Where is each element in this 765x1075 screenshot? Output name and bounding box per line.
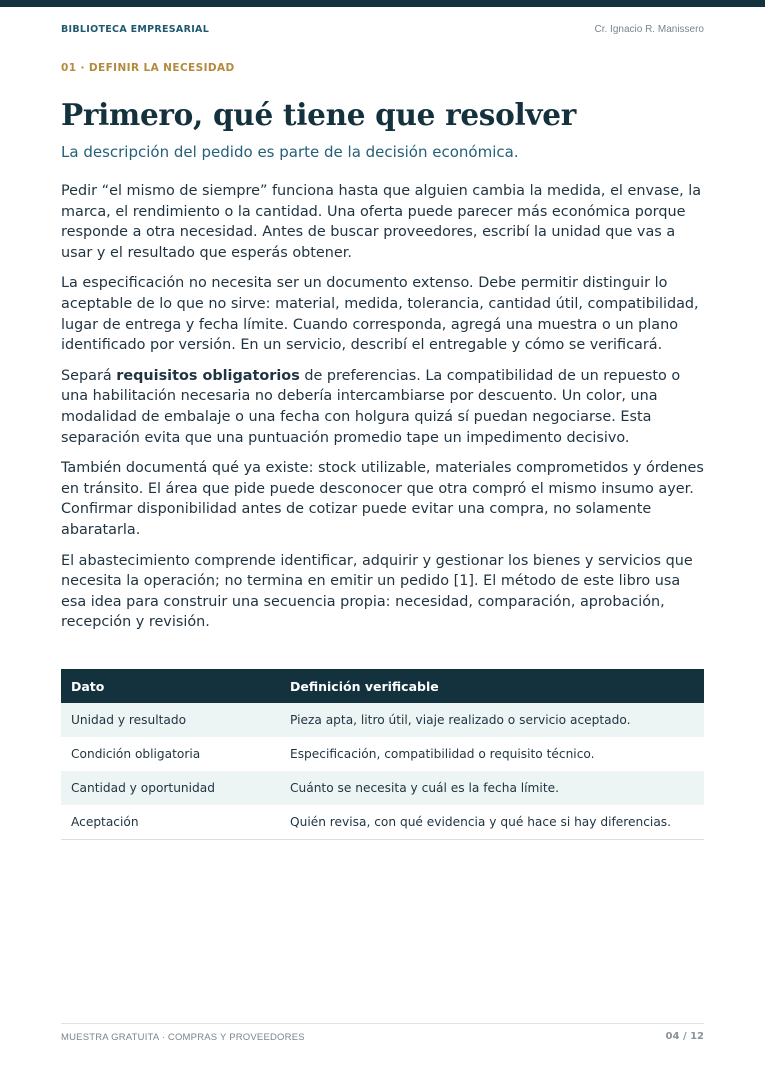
top-accent-bar xyxy=(0,0,765,7)
column-header-dato: Dato xyxy=(71,678,105,694)
table-cell: Especificación, compatibilidad o requisito técnico. xyxy=(290,747,595,761)
emphasis-requisitos: requisitos obligatorios xyxy=(116,367,300,384)
paragraph-5: El abastecimiento comprende identificar, adquirir y gestionar los bienes y servicios que necesita la operación; no termina en emitir un pedido [1]. El método de este libro usa esa idea para construir una secuencia propia: necesidad, comparación, aprobación, recepción y revisión. xyxy=(61,552,693,631)
paragraph-4: También documentá qué ya existe: stock utilizable, materiales comprometidos y órdenes en tránsito. El área que pide puede desconocer que otra compró el mismo insumo ayer. Confirmar disponibilidad antes de cotizar puede evitar una compra, no solamente abaratarla. xyxy=(61,460,704,538)
paragraph-3-start: Separá xyxy=(61,367,117,384)
table-cell: Condición obligatoria xyxy=(71,747,201,761)
page-title: Primero, qué tiene que resolver xyxy=(61,97,576,132)
paragraph-1: Pedir “el mismo de siempre” funciona hasta que alguien cambia la medida, el envase, la marca, el rendimiento o la cantidad. Una oferta puede parecer más económica porque responde a otra necesidad. Antes de buscar proveedores, escribí la unidad que vas a usar y el resultado que esperás obtener. xyxy=(61,183,702,261)
table-cell: Quién revisa, con qué evidencia y qué hace si hay diferencias. xyxy=(290,815,672,829)
brand-label: BIBLIOTECA EMPRESARIAL xyxy=(61,24,210,35)
table-cell: Cuánto se necesita y cuál es la fecha límite. xyxy=(290,781,559,795)
author-name: Cr. Ignacio R. Manissero xyxy=(594,24,704,35)
table-row xyxy=(61,703,704,737)
table-cell: Unidad y resultado xyxy=(71,713,187,727)
footer-label: MUESTRA GRATUITA · COMPRAS Y PROVEEDORES xyxy=(61,1032,305,1043)
body-text xyxy=(61,181,704,643)
section-kicker: 01 · DEFINIR LA NECESIDAD xyxy=(61,62,235,74)
paragraph-3-end: de preferencias. La compatibilidad de un repuesto o una habilitación necesaria no debería intercambiarse por descuento. Un color, una modalidad de embalaje o una fecha con holgura quizá sí puedan negociarse. Esta separación evita que una puntuación promedio tape un impedimento decisivo. xyxy=(61,367,681,446)
page-number: 04 / 12 xyxy=(665,1031,704,1042)
table-row xyxy=(61,737,704,771)
table-cell: Aceptación xyxy=(71,815,139,829)
page-subtitle: La descripción del pedido es parte de la decisión económica. xyxy=(61,143,519,161)
table-cell: Cantidad y oportunidad xyxy=(71,781,215,795)
table-cell: Pieza apta, litro útil, viaje realizado o servicio aceptado. xyxy=(290,713,631,727)
data-definition-table xyxy=(61,669,704,840)
column-header-definicion: Definición verificable xyxy=(290,678,439,694)
footer-divider xyxy=(61,1023,704,1024)
table-header-row xyxy=(61,669,704,703)
paragraph-2: La especificación no necesita ser un documento extenso. Debe permitir distinguir lo aceptable de lo que no sirve: material, medida, tolerancia, cantidad útil, compatibilidad, lugar de entrega y fecha límite. Cuando corresponda, agregá una muestra o un plano identificado por versión. En un servicio, describí el entregable y cómo se verificará. xyxy=(61,275,699,354)
table-row xyxy=(61,771,704,805)
table-row xyxy=(61,805,704,840)
running-header xyxy=(61,24,704,38)
paragraph-3 xyxy=(61,366,704,448)
